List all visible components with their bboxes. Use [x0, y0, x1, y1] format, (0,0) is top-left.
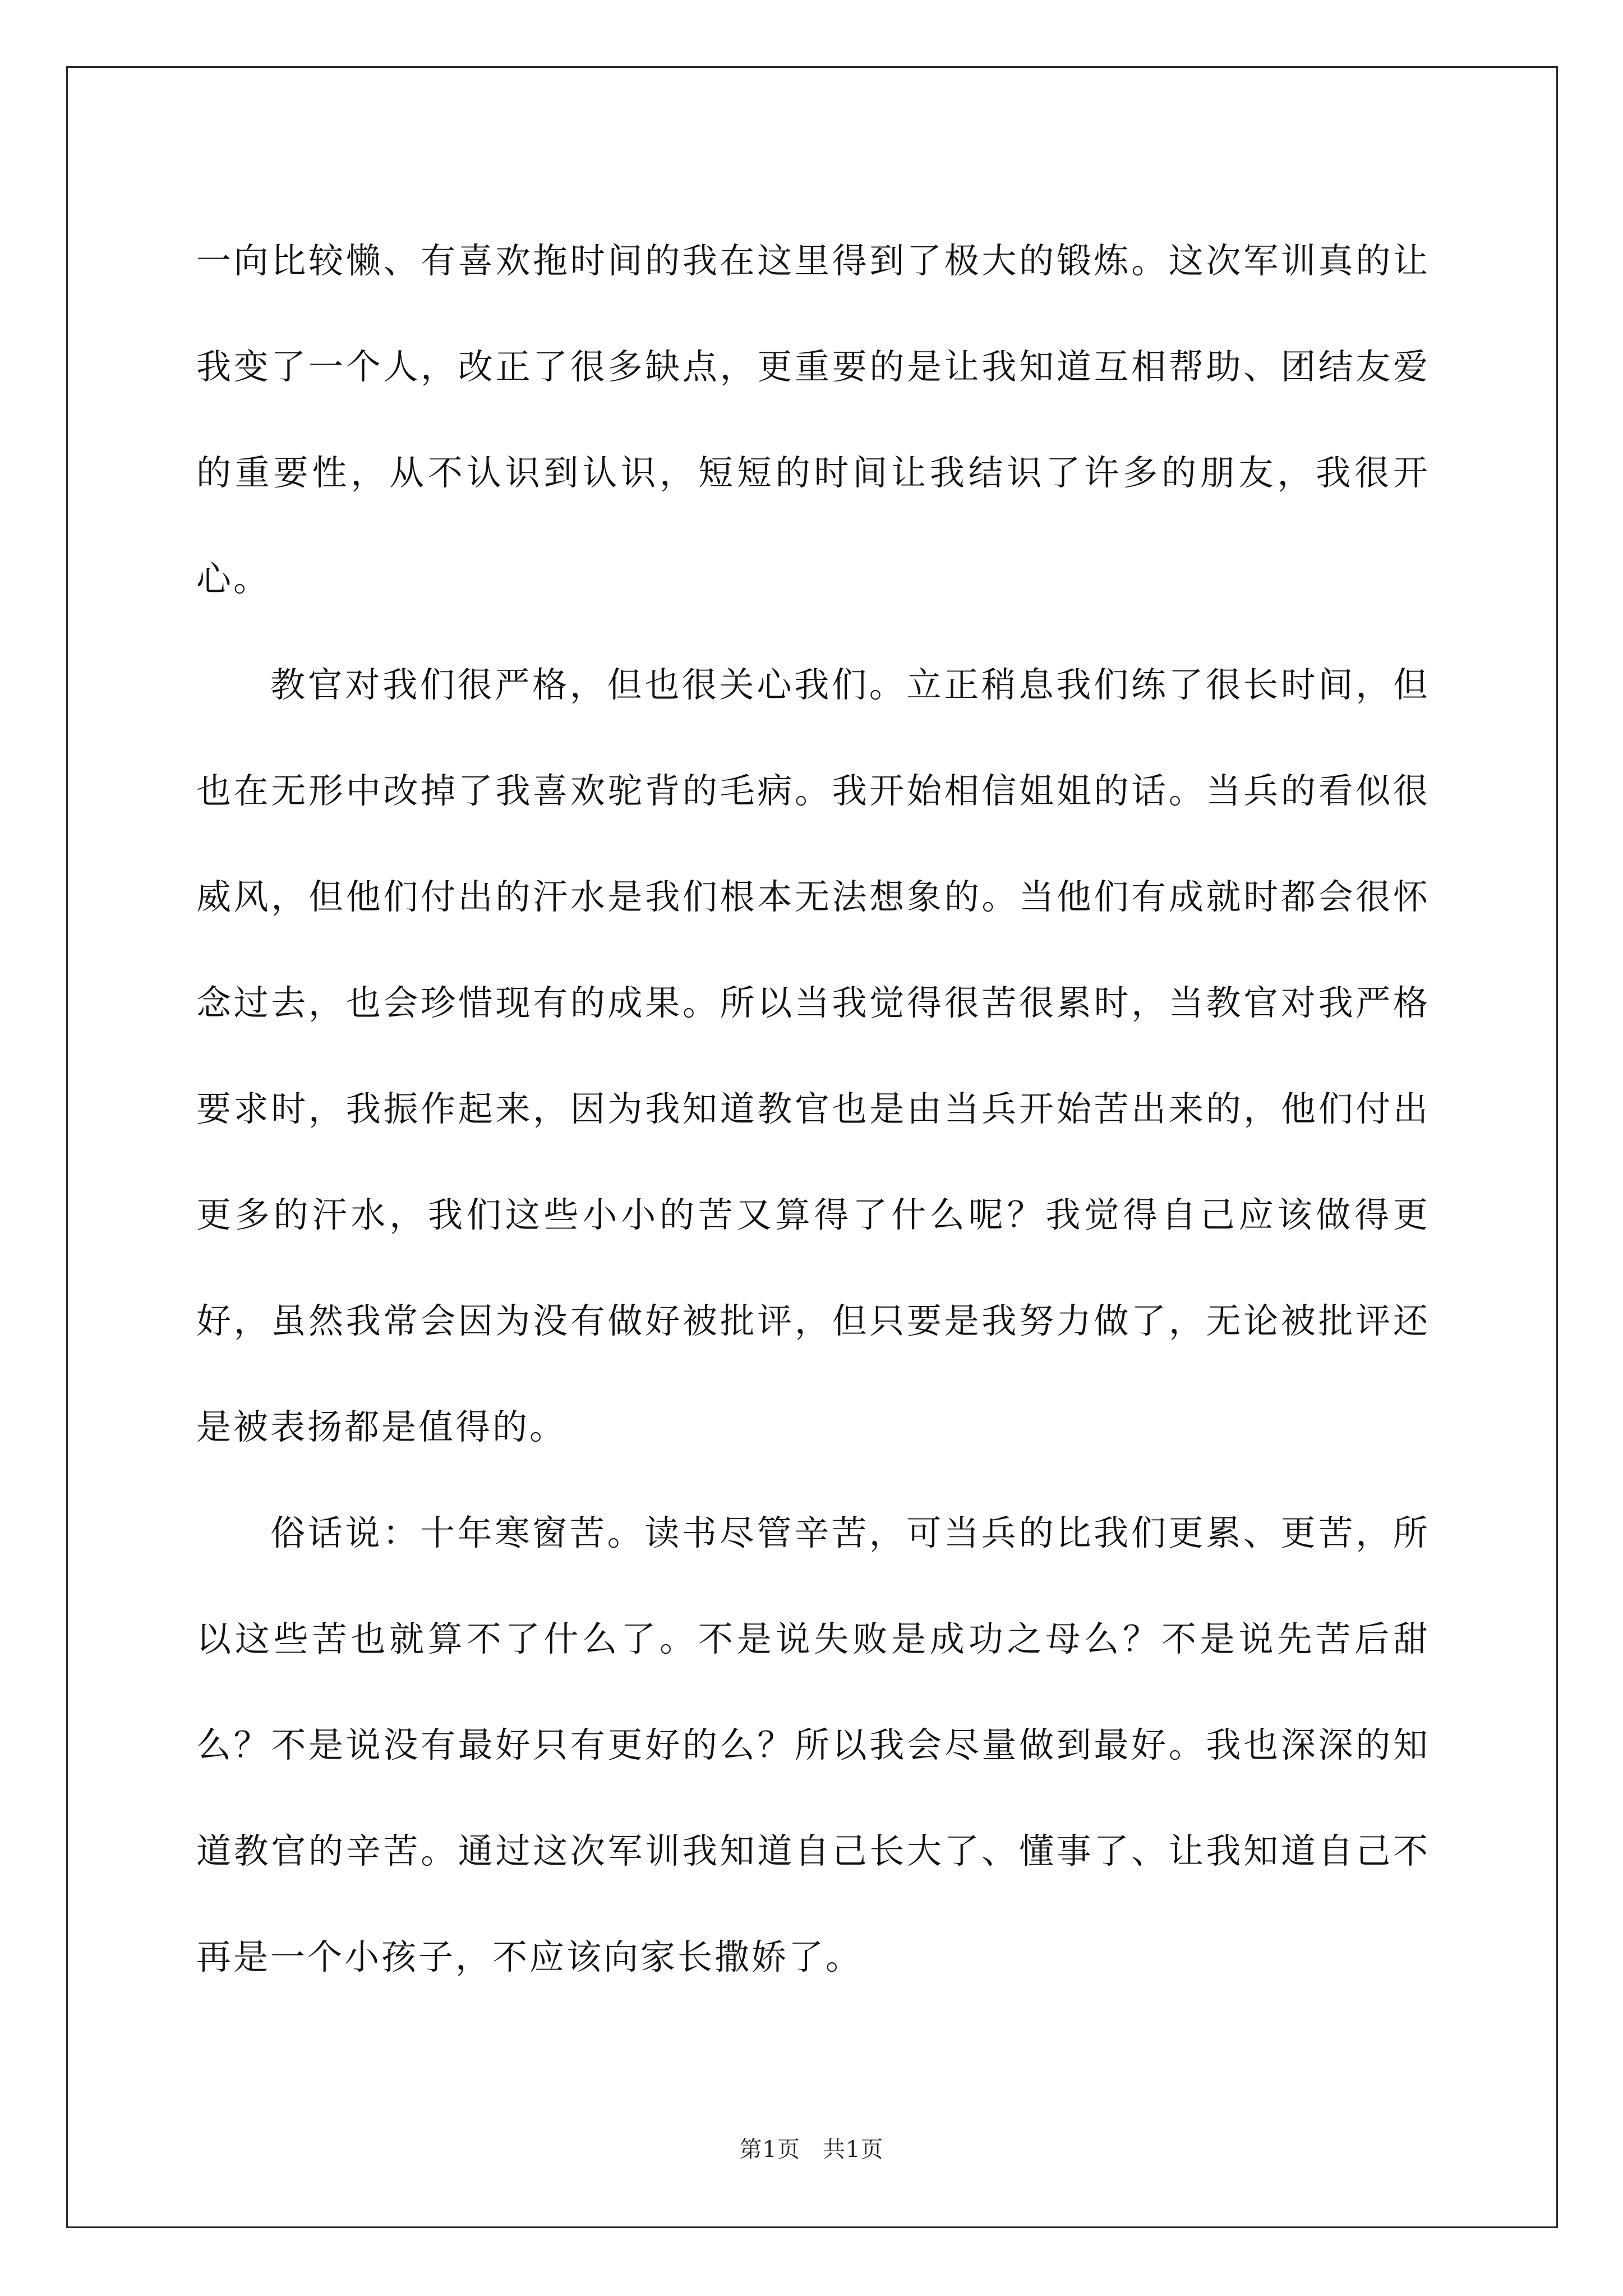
page-number: 第1页 [739, 2137, 800, 2162]
paragraph-1: 一向比较懒、有喜欢拖时间的我在这里得到了极大的锻炼。这次军训真的让我变了一个人，改正了很多缺点，更重要的是让我知道互相帮助、团结友爱的重要性，从不认识到认识，短短的时间让我结识了许多的朋友，我很开心。 [196, 240, 1430, 599]
document-body [196, 208, 1430, 2010]
page-total: 共1页 [823, 2137, 884, 2162]
paragraph-3: 俗话说：十年寒窗苦。读书尽管辛苦，可当兵的比我们更累、更苦，所以这些苦也就算不了什么了。不是说失败是成功之母么？不是说先苦后甜么？不是说没有最好只有更好的么？所以我会尽量做到最好。我也深深的知道教官的辛苦。通过这次军训我知道自己长大了、懂事了、让我知道自己不再是一个小孩子，不应该向家长撒娇了。 [196, 1512, 1430, 1977]
paragraph-2: 教官对我们很严格，但也很关心我们。立正稍息我们练了很长时间，但也在无形中改掉了我喜欢驼背的毛病。我开始相信姐姐的话。当兵的看似很威风，但他们付出的汗水是我们根本无法想象的。当他们有成就时都会很怀念过去，也会珍惜现有的成果。所以当我觉得很苦很累时，当教官对我严格要求时，我振作起来，因为我知道教官也是由当兵开始苦出来的，他们付出更多的汗水，我们这些小小的苦又算得了什么呢？我觉得自己应该做得更好，虽然我常会因为没有做好被批评，但只要是我努力做了，无论被批评还是被表扬都是值得的。 [196, 664, 1430, 1447]
page-footer [0, 2132, 1623, 2164]
